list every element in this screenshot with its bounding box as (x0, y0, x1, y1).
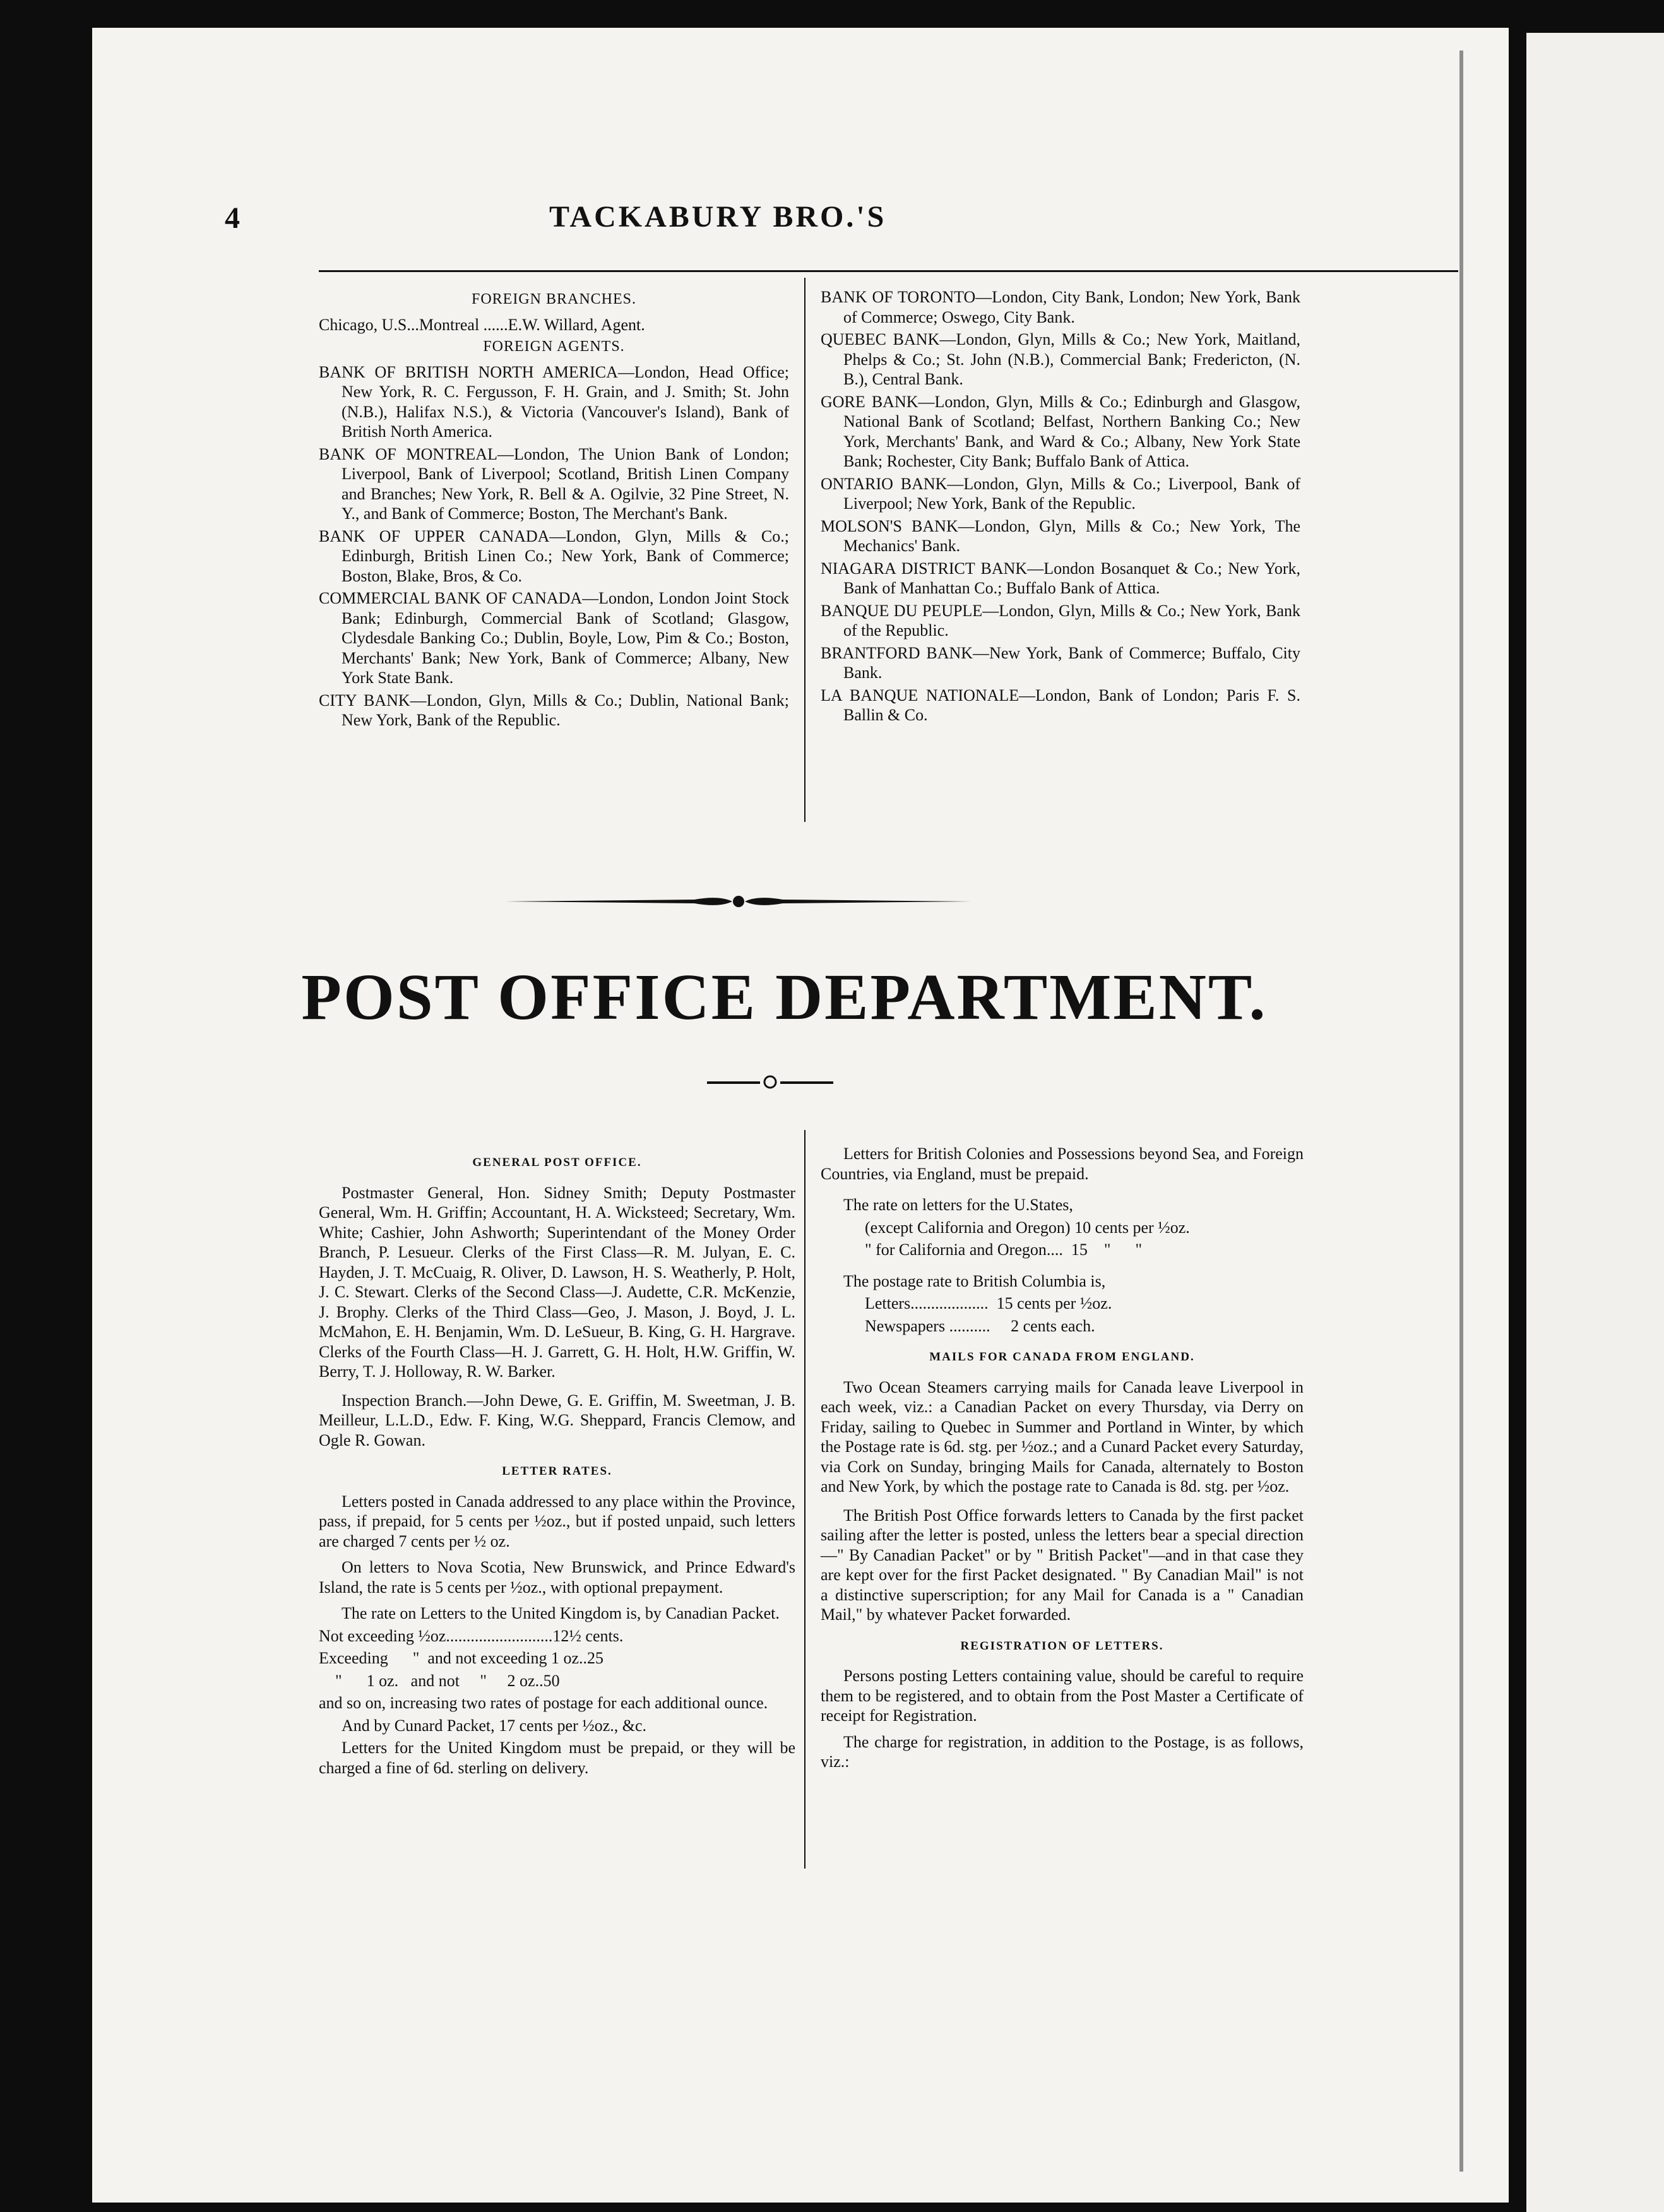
rates-paragraph: Letters posted in Canada addressed to any place within the Province, pass, if prepaid, for 5 cents per ½oz., but if posted unpaid, such letters are charged 7 cents per ½ oz. (319, 1492, 795, 1550)
bank-entry: BANK OF TORONTO—London, City Bank, London; New York, Bank of Commerce; Oswego, City Bank. (821, 288, 1300, 326)
page-number: 4 (225, 201, 240, 235)
bc-rate-intro: The postage rate to British Columbia is, (843, 1271, 1106, 1290)
us-rate-intro: The rate on letters for the U.States, (843, 1196, 1073, 1214)
inspection-branch-paragraph: Inspection Branch.—John Dewe, G. E. Griffin, M. Sweetman, J. B. Meilleur, L.L.D., Edw. F. King, W.G. Sheppard, Francis Clemow, and Ogle R. Gowan. (319, 1391, 795, 1449)
page-fold-shadow (1459, 51, 1463, 2172)
gpo-heading: GENERAL POST OFFICE. (472, 1156, 642, 1169)
letter-rates-heading: LETTER RATES. (502, 1465, 612, 1478)
bank-entry: NIAGARA DISTRICT BANK—London Bosanquet & Co.; New York, Bank of Manhattan Co.; Buffalo Bank of Attica. (821, 559, 1300, 597)
ornamental-divider (505, 889, 972, 914)
gpo-staff-paragraph: Postmaster General, Hon. Sidney Smith; Deputy Postmaster General, Wm. H. Griffin; Accountant, H. A. Wicksteed; Secretary, Wm. White; Cashier, John Ashworth; Superintendant of the Money Order Branch, P. Lesueur. Clerks of the First Class—R. M. Julyan, E. C. Hayden, J. T. McCuaig, R. Oliver, D. Lawson, H. S. Weatherly, P. Holt, J. C. Stewart. Clerks of the Second Class—J. Audette, C.R. McKenzie, J. Brophy. Clerks of the Third Class—Geo, J. Mason, J. Boyd, J. L. McMahon, E. H. Benjamin, Wm. D. LeSueur, B. King, G. H. Hargrave. Clerks of the Fourth Class—H. J. Garrett, G. H. Holt, H.W. Griffin, W. Berry, T. J. Holloway, R. W. Barker. (319, 1183, 795, 1381)
bank-entry: CITY BANK—London, Glyn, Mills & Co.; Dublin, National Bank; New York, Bank of the Republic. (319, 691, 789, 729)
rate-line: Exceeding " and not exceeding 1 oz..25 (319, 1649, 604, 1667)
mails-heading: MAILS FOR CANADA FROM ENGLAND. (929, 1350, 1195, 1364)
rate-line: " 1 oz. and not " 2 oz..50 (319, 1671, 560, 1690)
rates-paragraph: On letters to Nova Scotia, New Brunswick, and Prince Edward's Island, the rate is 5 cents per ½oz., with optional prepayment. (319, 1558, 795, 1597)
bank-entry: BANK OF BRITISH NORTH AMERICA—London, Head Office; New York, R. C. Fergusson, F. H. Grain, and J. Smith; St. John (N.B.), Halifax N.S.), & Victoria (Vancouver's Island), Bank of British North America. (319, 362, 789, 441)
general-post-office-column (319, 1141, 795, 1780)
bank-entry: BANK OF MONTREAL—London, The Union Bank of London; Liverpool, Bank of Liverpool; Scotland, British Linen Company and Branches; New York, R. Bell & A. Ogilvie, 32 Pine Street, N. Y., and Bank of Commerce; Boston, The Merchant's Bank. (319, 444, 789, 523)
bank-entry: GORE BANK—London, Glyn, Mills & Co.; Edinburgh and Glasgow, National Bank of Scotland; Belfast, Northern Banking Co.; New York, Merchants' Bank, and Ward & Co.; Albany, New York State Bank; Rochester, City Bank; Buffalo Bank of Attica. (821, 392, 1300, 470)
rates-paragraph: The rate on Letters to the United Kingdom is, by Canadian Packet. (342, 1604, 780, 1622)
adjacent-page-strip (1526, 33, 1664, 2212)
mails-paragraph: Two Ocean Steamers carrying mails for Canada leave Liverpool in each week, viz.: a Canadian Packet on every Thursday, via Derry on Friday, sailing to Quebec in Summer and Portland in Winter, by which the Postage rate is 6d. stg. per ½oz.; and a Cunard Packet every Saturday, via Cork on Sunday, bringing Mails for Canada, alternately to Boston and New York, by which the postage rate to Canada is 8d. stg. per ½oz. (821, 1377, 1304, 1495)
mail-rates-column (821, 1144, 1304, 1775)
bank-entry: MOLSON'S BANK—London, Glyn, Mills & Co.; New York, The Mechanics' Bank. (821, 516, 1300, 555)
registration-heading: REGISTRATION OF LETTERS. (960, 1639, 1164, 1653)
us-rate-line: " for California and Oregon.... 15 " " (865, 1240, 1143, 1259)
bank-entry: QUEBEC BANK—London, Glyn, Mills & Co.; New York, Maitland, Phelps & Co.; St. John (N.B.), Commercial Bank; Fredericton, (N. B.), Central Bank. (821, 330, 1300, 388)
bank-entry: BRANTFORD BANK—New York, Bank of Commerce; Buffalo, City Bank. (821, 643, 1300, 682)
header-rule (319, 270, 1458, 272)
column-divider-bottom (804, 1130, 805, 1869)
bank-entry: LA BANQUE NATIONALE—London, Bank of London; Paris F. S. Ballin & Co. (821, 686, 1300, 724)
running-title: TACKABURY BRO.'S (549, 200, 887, 234)
foreign-agents-heading: FOREIGN AGENTS. (483, 338, 625, 355)
foreign-agents-column-right (821, 287, 1300, 728)
registration-paragraph: The charge for registration, in addition to the Postage, is as follows, viz.: (821, 1732, 1304, 1771)
bc-rate-line: Letters................... 15 cents per ½oz. (865, 1294, 1112, 1312)
bank-entry: BANK OF UPPER CANADA—London, Glyn, Mills & Co.; Edinburgh, British Linen Co.; New York, Bank of Commerce; Boston, Blake, Bros, & Co. (319, 526, 789, 585)
foreign-branches-heading: FOREIGN BRANCHES. (471, 291, 637, 307)
foreign-branches-line: Chicago, U.S...Montreal ......E.W. Willard, Agent. (319, 315, 645, 334)
rates-paragraph: Letters for the United Kingdom must be prepaid, or they will be charged a fine of 6d. sterling on delivery. (319, 1739, 795, 1777)
rate-line: Not exceeding ½oz..........................12½ cents. (319, 1626, 624, 1645)
rates-paragraph: and so on, increasing two rates of postage for each additional ounce. (319, 1694, 768, 1712)
forwarding-paragraph: The British Post Office forwards letters to Canada by the first packet sailing after the letter is posted, unless the letters bear a special direction—" By Canadian Packet" or by " British Packet"—and in that case they are kept over for the first Packet designated. " By Canadian Mail" is not a distinctive superscription; for any Mail for Canada is a " Canadian Mail," by whatever Packet forwarded. (821, 1506, 1304, 1624)
section-title: POST OFFICE DEPARTMENT. (301, 961, 1268, 1033)
bank-entry: COMMERCIAL BANK OF CANADA—London, London Joint Stock Bank; Edinburgh, Commercial Bank of Scotland; Glasgow, Clydesdale Banking Co.; Dublin, Boyle, Low, Pim & Co.; Boston, Merchants' Bank; New York, Bank of Commerce; Albany, New York State Bank. (319, 589, 789, 687)
bc-rate-line: Newspapers .......... 2 cents each. (865, 1316, 1095, 1335)
small-ornament (707, 1072, 833, 1091)
rates-paragraph: And by Cunard Packet, 17 cents per ½oz., &c. (342, 1716, 647, 1735)
column-divider-top (804, 278, 805, 822)
bank-entry: ONTARIO BANK—London, Glyn, Mills & Co.; Liverpool, Bank of Liverpool; New York, Bank of the Republic. (821, 474, 1300, 513)
registration-paragraph: Persons posting Letters containing value, should be careful to require them to be registered, and to obtain from the Post Master a Certificate of receipt for Registration. (821, 1667, 1304, 1725)
colonies-paragraph: Letters for British Colonies and Possessions beyond Sea, and Foreign Countries, via England, must be prepaid. (821, 1145, 1304, 1183)
bank-entry: BANQUE DU PEUPLE—London, Glyn, Mills & Co.; New York, Bank of the Republic. (821, 601, 1300, 639)
us-rate-line: (except California and Oregon) 10 cents per ½oz. (865, 1218, 1190, 1237)
foreign-agents-column (319, 287, 789, 733)
